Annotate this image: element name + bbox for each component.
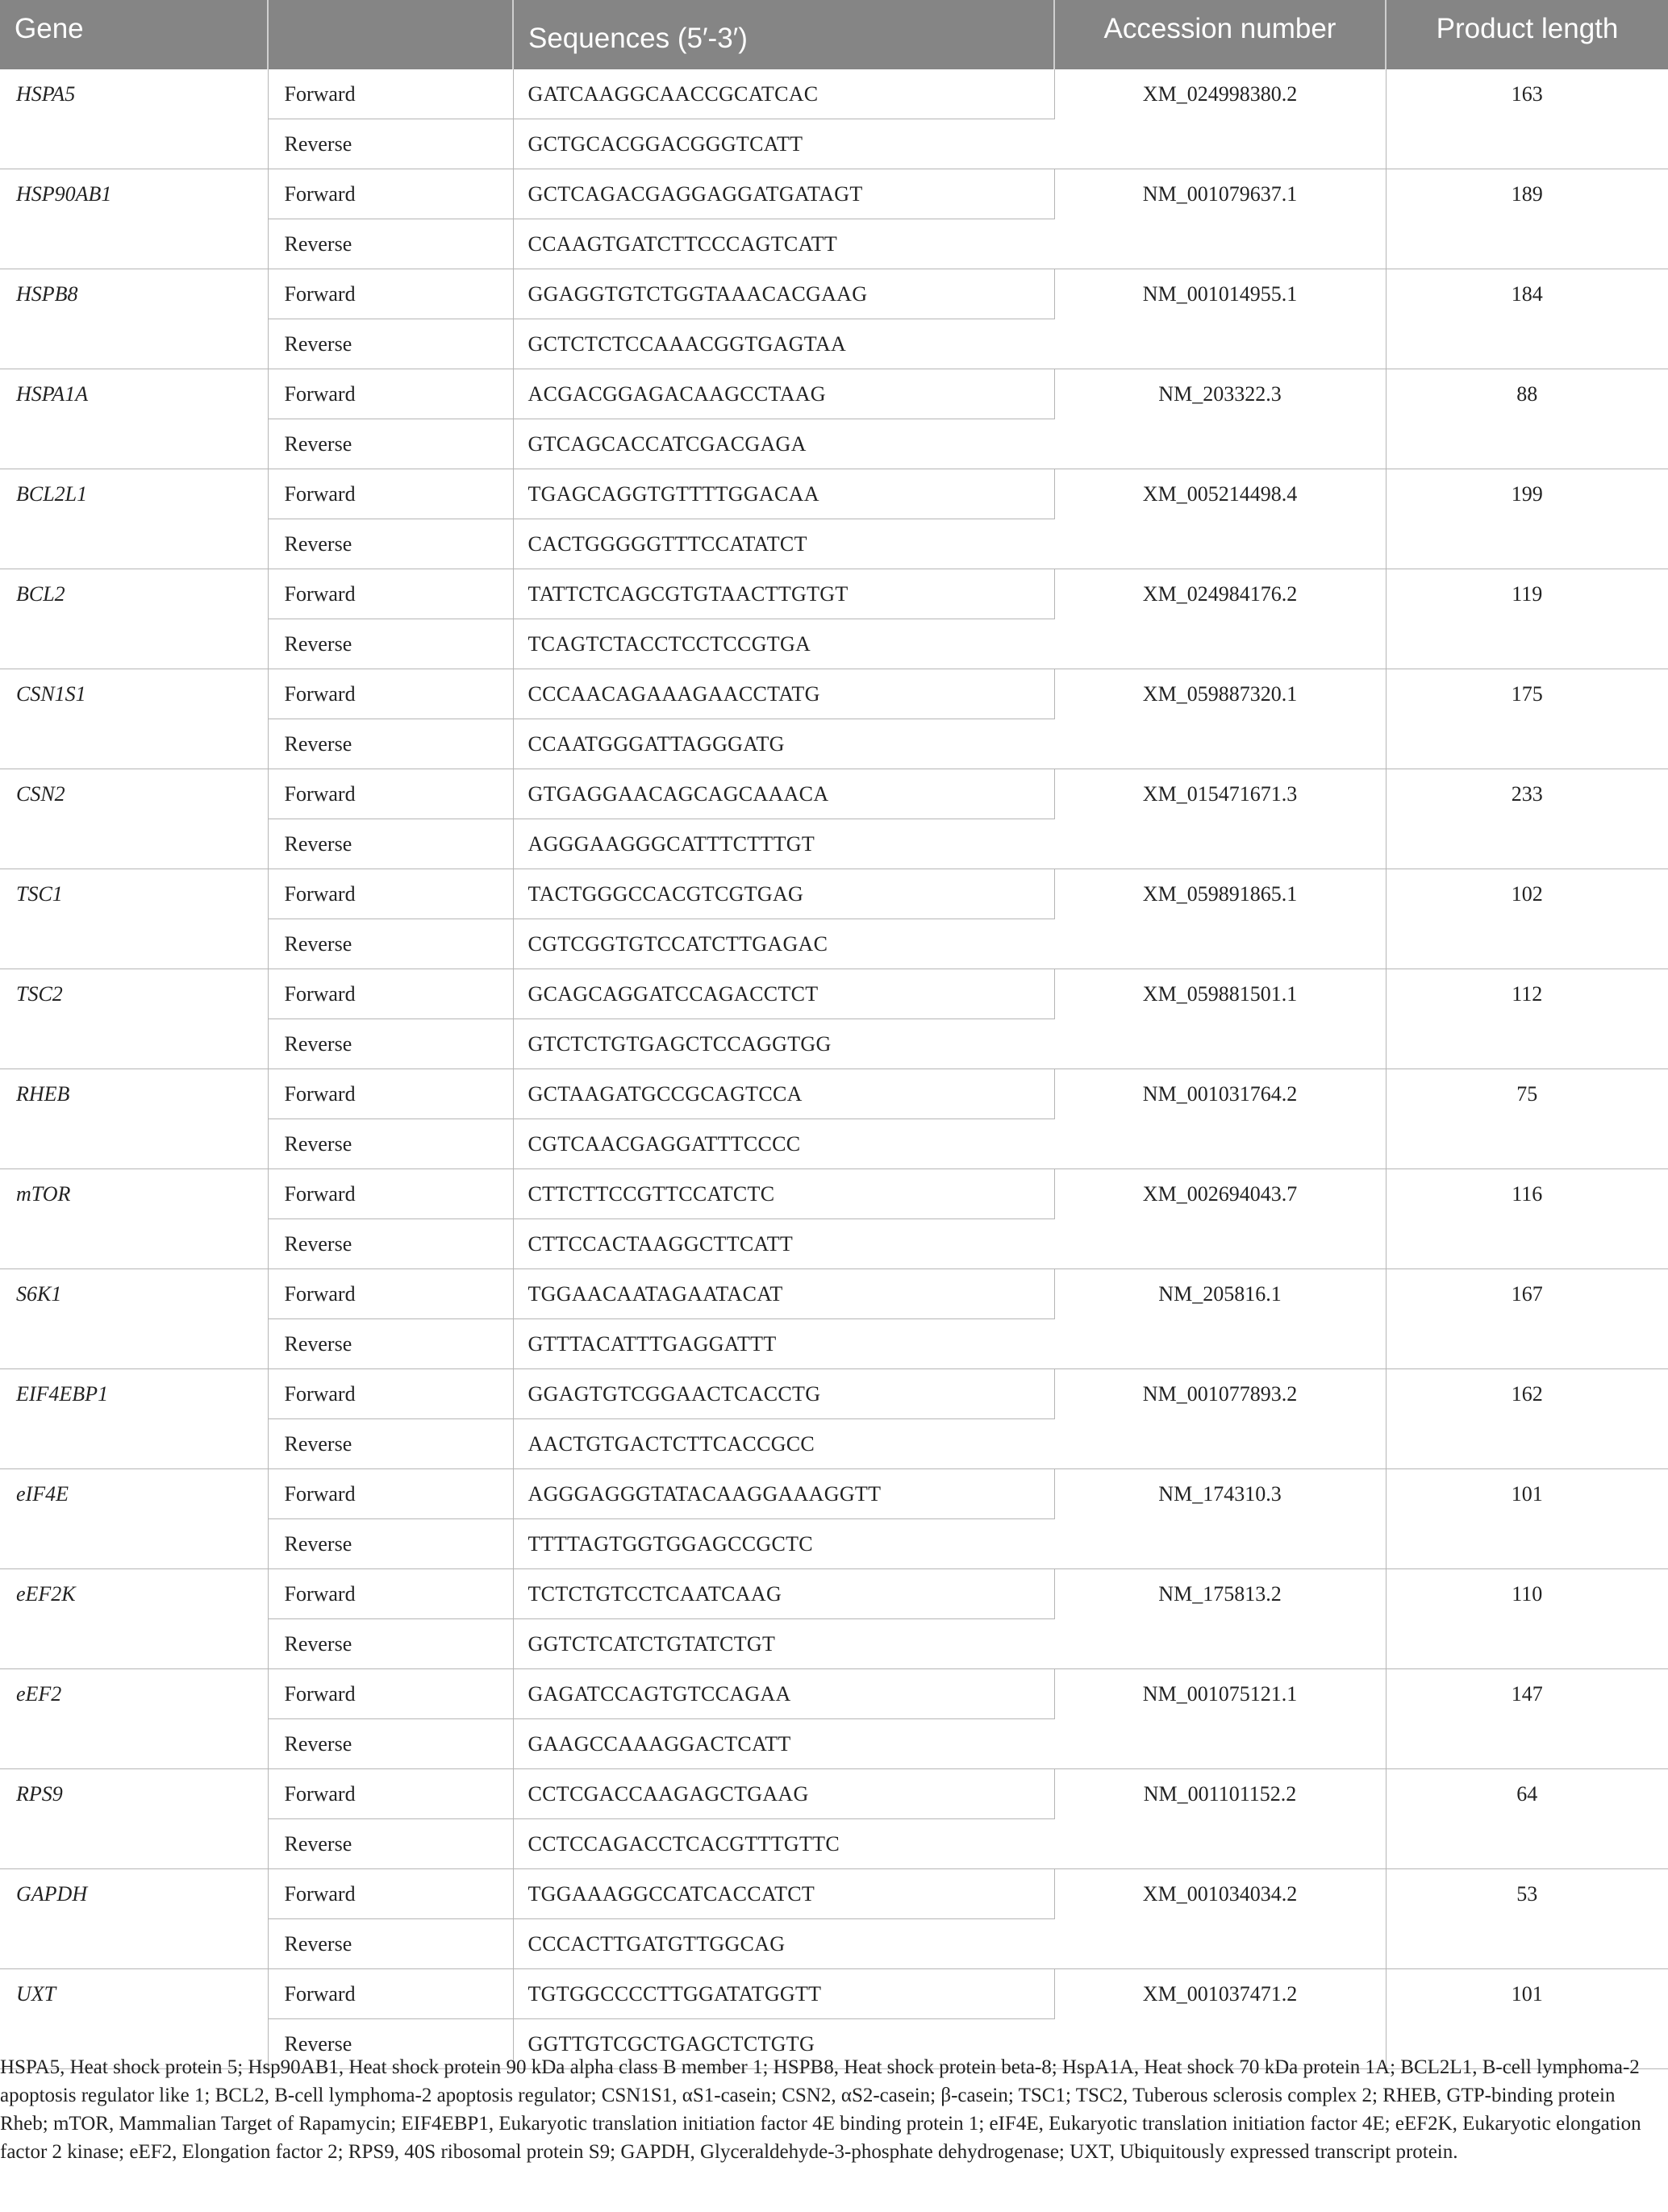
- product-length: 233: [1386, 769, 1668, 869]
- table-row: [0, 1169, 1668, 1219]
- direction-label: Forward: [268, 269, 513, 319]
- direction-label: Forward: [268, 1269, 513, 1319]
- table-row: [0, 69, 1668, 119]
- product-length: 119: [1386, 569, 1668, 669]
- reverse-sequence: CGTCGGTGTCCATCTTGAGAC: [513, 919, 1054, 969]
- gene-name: HSP90AB1: [0, 169, 268, 219]
- reverse-sequence: CACTGGGGGTTTCCATATCT: [513, 519, 1054, 569]
- forward-sequence: TGAGCAGGTGTTTTGGACAA: [513, 469, 1054, 519]
- forward-sequence: TGGAACAATAGAATACAT: [513, 1269, 1054, 1319]
- table-row: [0, 1369, 1668, 1419]
- table-row: [0, 569, 1668, 619]
- direction-label: Reverse: [268, 919, 513, 969]
- product-length: 64: [1386, 1769, 1668, 1869]
- accession-number: XM_024984176.2: [1054, 569, 1386, 669]
- reverse-sequence: CCCACTTGATGTTGGCAG: [513, 1919, 1054, 1969]
- gene-cell-empty: [0, 119, 268, 169]
- accession-number: XM_015471671.3: [1054, 769, 1386, 869]
- reverse-sequence: GTCTCTGTGAGCTCCAGGTGG: [513, 1019, 1054, 1069]
- gene-cell-empty: [0, 519, 268, 569]
- forward-sequence: CCTCGACCAAGAGCTGAAG: [513, 1769, 1054, 1819]
- product-length: 147: [1386, 1669, 1668, 1769]
- product-length: 101: [1386, 1469, 1668, 1569]
- direction-label: Reverse: [268, 419, 513, 469]
- forward-sequence: GCAGCAGGATCCAGACCTCT: [513, 969, 1054, 1019]
- gene-name: HSPA5: [0, 69, 268, 119]
- gene-cell-empty: [0, 619, 268, 669]
- table-row: [0, 1869, 1668, 1919]
- product-length: 162: [1386, 1369, 1668, 1469]
- direction-label: Forward: [268, 1969, 513, 2019]
- forward-sequence: GATCAAGGCAACCGCATCAC: [513, 69, 1054, 119]
- reverse-sequence: GTTTACATTTGAGGATTT: [513, 1319, 1054, 1369]
- direction-label: Reverse: [268, 1319, 513, 1369]
- gene-name: EIF4EBP1: [0, 1369, 268, 1419]
- direction-label: Forward: [268, 1469, 513, 1519]
- header-gene: Gene: [0, 0, 268, 69]
- forward-sequence: GGAGGTGTCTGGTAAACACGAAG: [513, 269, 1054, 319]
- product-length: 112: [1386, 969, 1668, 1069]
- gene-name: CSN2: [0, 769, 268, 819]
- direction-label: Reverse: [268, 1519, 513, 1569]
- table-row: [0, 669, 1668, 719]
- forward-sequence: GTGAGGAACAGCAGCAAACA: [513, 769, 1054, 819]
- direction-label: Forward: [268, 169, 513, 219]
- direction-label: Reverse: [268, 1619, 513, 1669]
- direction-label: Forward: [268, 469, 513, 519]
- accession-number: XM_001034034.2: [1054, 1869, 1386, 1969]
- product-length: 184: [1386, 269, 1668, 369]
- gene-cell-empty: [0, 1819, 268, 1869]
- header-length: Product length: [1386, 0, 1668, 69]
- accession-number: NM_203322.3: [1054, 369, 1386, 469]
- table-row: [0, 969, 1668, 1019]
- gene-cell-empty: [0, 1219, 268, 1269]
- gene-name: RPS9: [0, 1769, 268, 1819]
- accession-number: XM_001037471.2: [1054, 1969, 1386, 2069]
- gene-cell-empty: [0, 919, 268, 969]
- gene-name: TSC2: [0, 969, 268, 1019]
- direction-label: Reverse: [268, 819, 513, 869]
- direction-label: Reverse: [268, 1019, 513, 1069]
- gene-name: BCL2L1: [0, 469, 268, 519]
- gene-name: mTOR: [0, 1169, 268, 1219]
- direction-label: Reverse: [268, 1219, 513, 1269]
- direction-label: Forward: [268, 1169, 513, 1219]
- product-length: 199: [1386, 469, 1668, 569]
- table-row: [0, 1069, 1668, 1119]
- accession-number: XM_002694043.7: [1054, 1169, 1386, 1269]
- product-length: 116: [1386, 1169, 1668, 1269]
- accession-number: NM_001077893.2: [1054, 1369, 1386, 1469]
- reverse-sequence: TTTTAGTGGTGGAGCCGCTC: [513, 1519, 1054, 1569]
- direction-label: Reverse: [268, 319, 513, 369]
- gene-name: eIF4E: [0, 1469, 268, 1519]
- accession-number: NM_174310.3: [1054, 1469, 1386, 1569]
- forward-sequence: AGGGAGGGTATACAAGGAAAGGTT: [513, 1469, 1054, 1519]
- forward-sequence: GCTCAGACGAGGAGGATGATAGT: [513, 169, 1054, 219]
- direction-label: Forward: [268, 1869, 513, 1919]
- direction-label: Reverse: [268, 719, 513, 769]
- forward-sequence: TACTGGGCCACGTCGTGAG: [513, 869, 1054, 919]
- gene-cell-empty: [0, 1619, 268, 1669]
- accession-number: XM_024998380.2: [1054, 69, 1386, 169]
- product-length: 53: [1386, 1869, 1668, 1969]
- reverse-sequence: CCAATGGGATTAGGGATG: [513, 719, 1054, 769]
- reverse-sequence: CCAAGTGATCTTCCCAGTCATT: [513, 219, 1054, 269]
- product-length: 175: [1386, 669, 1668, 769]
- table-row: [0, 1769, 1668, 1819]
- gene-name: eEF2K: [0, 1569, 268, 1619]
- gene-cell-empty: [0, 1519, 268, 1569]
- direction-label: Reverse: [268, 519, 513, 569]
- accession-number: XM_059881501.1: [1054, 969, 1386, 1069]
- reverse-sequence: TCAGTCTACCTCCTCCGTGA: [513, 619, 1054, 669]
- gene-name: eEF2: [0, 1669, 268, 1719]
- gene-cell-empty: [0, 1419, 268, 1469]
- direction-label: Reverse: [268, 2019, 513, 2069]
- accession-number: NM_001031764.2: [1054, 1069, 1386, 1169]
- table-row: [0, 469, 1668, 519]
- table-footnote: HSPA5, Heat shock protein 5; Hsp90AB1, Heat shock protein 90 kDa alpha class B member 1; HSPB8, Heat shock protein beta-8; HspA1A, Heat shock 70 kDa protein 1A; BCL2L1, B-cell lymphoma-2 apoptosis regulator like 1; BCL2, B-cell lymphoma-2 apoptosis regulator; CSN1S1, αS1-casein; CSN2, αS2-casein; β-casein; TSC1; TSC2, Tuberous sclerosis complex 2; RHEB, GTP-binding protein Rheb; mTOR, Mammalian Target of Rapamycin; EIF4EBP1, Eukaryotic translation initiation factor 4E binding protein 1; eIF4E, Eukaryotic translation initiation factor 4E; eEF2K, Eukaryotic elongation factor 2 kinase; eEF2, Elongation factor 2; RPS9, 40S ribosomal protein S9; GAPDH, Glyceraldehyde-3-phosphate dehydrogenase; UXT, Ubiquitously expressed transcript protein.: [0, 2056, 1641, 2163]
- direction-label: Reverse: [268, 119, 513, 169]
- forward-sequence: CTTCTTCCGTTCCATCTC: [513, 1169, 1054, 1219]
- reverse-sequence: AGGGAAGGGCATTTCTTTGT: [513, 819, 1054, 869]
- product-length: 189: [1386, 169, 1668, 269]
- product-length: 163: [1386, 69, 1668, 169]
- direction-label: Forward: [268, 1669, 513, 1719]
- direction-label: Forward: [268, 1069, 513, 1119]
- forward-sequence: ACGACGGAGACAAGCCTAAG: [513, 369, 1054, 419]
- reverse-sequence: CTTCCACTAAGGCTTCATT: [513, 1219, 1054, 1269]
- table-body: [0, 69, 1668, 2069]
- gene-name: RHEB: [0, 1069, 268, 1119]
- gene-cell-empty: [0, 1719, 268, 1769]
- gene-name: S6K1: [0, 1269, 268, 1319]
- product-length: 102: [1386, 869, 1668, 969]
- accession-number: NM_001014955.1: [1054, 269, 1386, 369]
- table-row: [0, 869, 1668, 919]
- reverse-sequence: GGTCTCATCTGTATCTGT: [513, 1619, 1054, 1669]
- table-row: [0, 369, 1668, 419]
- direction-label: Forward: [268, 1569, 513, 1619]
- gene-cell-empty: [0, 219, 268, 269]
- reverse-sequence: GAAGCCAAAGGACTCATT: [513, 1719, 1054, 1769]
- direction-label: Forward: [268, 369, 513, 419]
- accession-number: NM_001101152.2: [1054, 1769, 1386, 1869]
- reverse-sequence: CGTCAACGAGGATTTCCCC: [513, 1119, 1054, 1169]
- forward-sequence: CCCAACAGAAAGAACCTATG: [513, 669, 1054, 719]
- table-row: [0, 1669, 1668, 1719]
- direction-label: Forward: [268, 1369, 513, 1419]
- reverse-sequence: GGTTGTCGCTGAGCTCTGTG: [513, 2019, 1054, 2069]
- gene-name: HSPA1A: [0, 369, 268, 419]
- direction-label: Forward: [268, 669, 513, 719]
- reverse-sequence: GTCAGCACCATCGACGAGA: [513, 419, 1054, 469]
- table-row: [0, 169, 1668, 219]
- product-length: 167: [1386, 1269, 1668, 1369]
- reverse-sequence: AACTGTGACTCTTCACCGCC: [513, 1419, 1054, 1469]
- accession-number: NM_175813.2: [1054, 1569, 1386, 1669]
- gene-name: UXT: [0, 1969, 268, 2019]
- gene-cell-empty: [0, 1319, 268, 1369]
- accession-number: NM_001079637.1: [1054, 169, 1386, 269]
- gene-name: BCL2: [0, 569, 268, 619]
- header-row: [0, 0, 1668, 69]
- gene-cell-empty: [0, 419, 268, 469]
- reverse-sequence: CCTCCAGACCTCACGTTTGTTC: [513, 1819, 1054, 1869]
- direction-label: Reverse: [268, 1719, 513, 1769]
- gene-cell-empty: [0, 719, 268, 769]
- accession-number: NM_001075121.1: [1054, 1669, 1386, 1769]
- gene-cell-empty: [0, 819, 268, 869]
- table-row: [0, 1969, 1668, 2019]
- product-length: 110: [1386, 1569, 1668, 1669]
- direction-label: Reverse: [268, 219, 513, 269]
- direction-label: Forward: [268, 1769, 513, 1819]
- header-accession: Accession number: [1054, 0, 1386, 69]
- forward-sequence: TGTGGCCCCTTGGATATGGTT: [513, 1969, 1054, 2019]
- product-length: 75: [1386, 1069, 1668, 1169]
- accession-number: XM_005214498.4: [1054, 469, 1386, 569]
- forward-sequence: GAGATCCAGTGTCCAGAA: [513, 1669, 1054, 1719]
- direction-label: Reverse: [268, 1119, 513, 1169]
- direction-label: Forward: [268, 869, 513, 919]
- direction-label: Reverse: [268, 1419, 513, 1469]
- direction-label: Forward: [268, 69, 513, 119]
- forward-sequence: GCTAAGATGCCGCAGTCCA: [513, 1069, 1054, 1119]
- accession-number: NM_205816.1: [1054, 1269, 1386, 1369]
- product-length: 101: [1386, 1969, 1668, 2069]
- direction-label: Reverse: [268, 619, 513, 669]
- direction-label: Reverse: [268, 1819, 513, 1869]
- forward-sequence: TATTCTCAGCGTGTAACTTGTGT: [513, 569, 1054, 619]
- gene-cell-empty: [0, 1019, 268, 1069]
- product-length: 88: [1386, 369, 1668, 469]
- gene-cell-empty: [0, 319, 268, 369]
- gene-name: HSPB8: [0, 269, 268, 319]
- accession-number: XM_059887320.1: [1054, 669, 1386, 769]
- header-sequence: Sequences (5′-3′): [513, 0, 1054, 69]
- table-row: [0, 769, 1668, 819]
- direction-label: Forward: [268, 969, 513, 1019]
- table-row: [0, 1269, 1668, 1319]
- reverse-sequence: GCTGCACGGACGGGTCATT: [513, 119, 1054, 169]
- forward-sequence: GGAGTGTCGGAACTCACCTG: [513, 1369, 1054, 1419]
- gene-name: TSC1: [0, 869, 268, 919]
- gene-cell-empty: [0, 1119, 268, 1169]
- forward-sequence: TGGAAAGGCCATCACCATCT: [513, 1869, 1054, 1919]
- table-row: [0, 269, 1668, 319]
- direction-label: Forward: [268, 569, 513, 619]
- table-row: [0, 1469, 1668, 1519]
- reverse-sequence: GCTCTCTCCAAACGGTGAGTAA: [513, 319, 1054, 369]
- accession-number: XM_059891865.1: [1054, 869, 1386, 969]
- direction-label: Reverse: [268, 1919, 513, 1969]
- table-row: [0, 1569, 1668, 1619]
- direction-label: Forward: [268, 769, 513, 819]
- header-direction: [268, 0, 513, 69]
- gene-cell-empty: [0, 1919, 268, 1969]
- gene-name: CSN1S1: [0, 669, 268, 719]
- forward-sequence: TCTCTGTCCTCAATCAAG: [513, 1569, 1054, 1619]
- gene-name: GAPDH: [0, 1869, 268, 1919]
